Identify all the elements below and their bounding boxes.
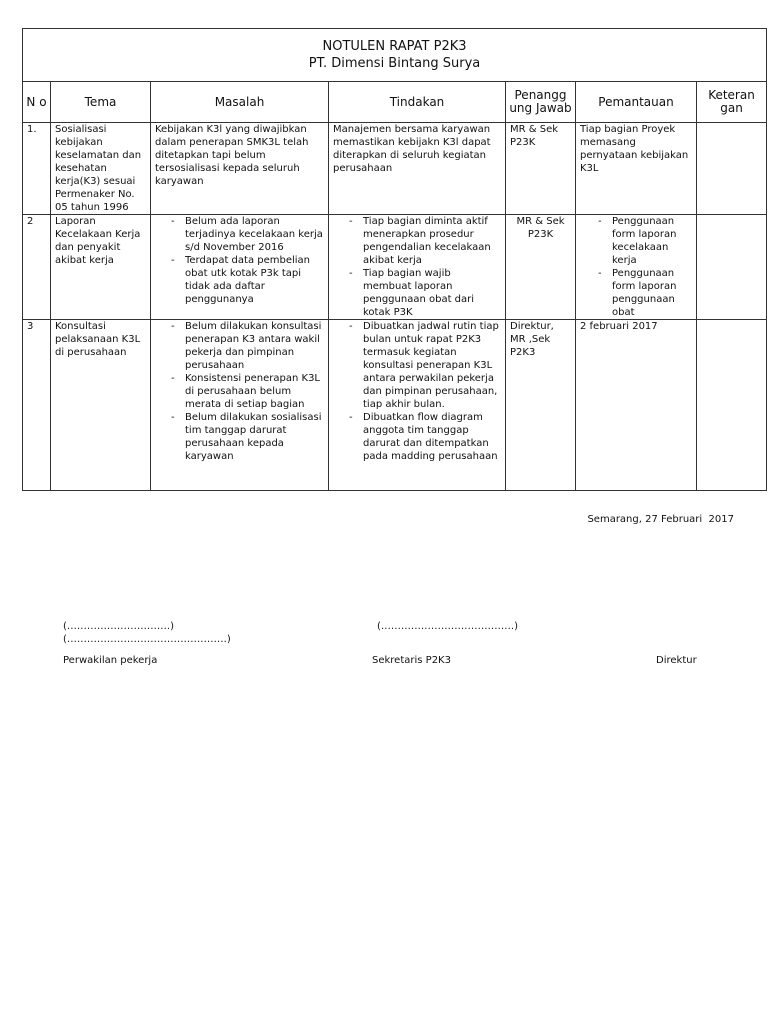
table-row <box>23 215 767 320</box>
list-item: - Belum ada laporan terjadinya kecelakaan kerja s/d November 2016 <box>169 215 324 254</box>
masalah-list <box>169 215 324 306</box>
header-keterangan: Keteran gan <box>697 82 767 123</box>
row-pemantauan <box>576 215 697 320</box>
tindakan-list <box>347 215 501 319</box>
table-row <box>23 320 767 491</box>
row-tema: Laporan Kecelakaan Kerja dan penyakit akibat kerja <box>51 215 151 320</box>
title-line-2: PT. Dimensi Bintang Surya <box>308 56 481 71</box>
masalah-list <box>169 320 324 463</box>
signer-label-secretary: Sekretaris P2K3 <box>372 655 451 666</box>
row-masalah: Kebijakan K3l yang diwajibkan dalam penerapan SMK3L telah ditetapkan tapi belum tersosialisasi kepada seluruh karyawan <box>151 123 329 215</box>
place-date: Semarang, 27 Februari 2017 <box>587 514 734 525</box>
table-row <box>23 123 767 215</box>
signer-label-director: Direktur <box>656 655 697 666</box>
header-pemantauan: Pemantauan <box>576 82 697 123</box>
minutes-table <box>22 28 767 491</box>
signature-line-middle: (………………………………….) <box>377 621 518 632</box>
row-pemantauan: Tiap bagian Proyek memasang pernyataan kebijakan K3L <box>576 123 697 215</box>
list-item: - Tiap bagian diminta aktif menerapkan prosedur pengendalian kecelakaan akibat kerja <box>347 215 501 267</box>
row-penanggung-jawab: MR & Sek P23K <box>506 215 576 320</box>
list-item: - Tiap bagian wajib membuat laporan penggunaan obat dari kotak P3K <box>347 267 501 319</box>
header-tindakan: Tindakan <box>329 82 506 123</box>
row-penanggung-jawab: MR & Sek P23K <box>506 123 576 215</box>
row-pemantauan: 2 februari 2017 <box>576 320 697 491</box>
list-item: - Dibuatkan jadwal rutin tiap bulan untuk rapat P2K3 termasuk kegiatan konsultasi penerapan K3L antara perwakilan pekerja dan pimpinan perusahaan, tiap akhir bulan. <box>347 320 501 411</box>
list-item: - Belum dilakukan sosialisasi tim tanggap darurat perusahaan kepada karyawan <box>169 411 324 463</box>
pemantauan-list <box>596 215 692 319</box>
row-masalah <box>151 215 329 320</box>
row-masalah <box>151 320 329 491</box>
row-tindakan: Manajemen bersama karyawan memastikan kebijakn K3l dapat diterapkan di seluruh kegiatan perusahaan <box>329 123 506 215</box>
document-title <box>23 29 767 82</box>
list-item: - Belum dilakukan konsultasi penerapan K3 antara wakil pekerja dan pimpinan perusahaan <box>169 320 324 372</box>
row-tema: Konsultasi pelaksanaan K3L di perusahaan <box>51 320 151 491</box>
row-keterangan <box>697 320 767 491</box>
header-masalah: Masalah <box>151 82 329 123</box>
list-item: - Dibuatkan flow diagram anggota tim tanggap darurat dan ditempatkan pada madding perusahaan <box>347 411 501 463</box>
row-tindakan <box>329 320 506 491</box>
header-penanggung-jawab: Penangg ung Jawab <box>506 82 576 123</box>
row-penanggung-jawab: Direktur, MR ,Sek P2K3 <box>506 320 576 491</box>
title-line-1: NOTULEN RAPAT P2K3 <box>322 39 467 54</box>
list-item: - Konsistensi penerapan K3L di perusahaan belum merata di setiap bagian <box>169 372 324 411</box>
row-tema: Sosialisasi kebijakan keselamatan dan kesehatan kerja(K3) sesuai Permenaker No. 05 tahun 1996 <box>51 123 151 215</box>
table-header-row <box>23 82 767 123</box>
signature-line-left-2: (…………………………………………) <box>63 634 231 645</box>
list-item: - Terdapat data pembelian obat utk kotak P3k tapi tidak ada daftar penggunanya <box>169 254 324 306</box>
row-keterangan <box>697 123 767 215</box>
list-item: - Penggunaan form laporan kecelakaan kerja <box>596 215 692 267</box>
signature-line-left: (………………………….) <box>63 621 174 632</box>
signer-label-worker: Perwakilan pekerja <box>63 655 158 666</box>
tindakan-list <box>347 320 501 463</box>
row-number: 2 <box>23 215 51 320</box>
header-tema: Tema <box>51 82 151 123</box>
row-number: 1. <box>23 123 51 215</box>
row-number: 3 <box>23 320 51 491</box>
header-no: N o <box>23 82 51 123</box>
row-tindakan <box>329 215 506 320</box>
row-keterangan <box>697 215 767 320</box>
list-item: - Penggunaan form laporan penggunaan obat <box>596 267 692 319</box>
